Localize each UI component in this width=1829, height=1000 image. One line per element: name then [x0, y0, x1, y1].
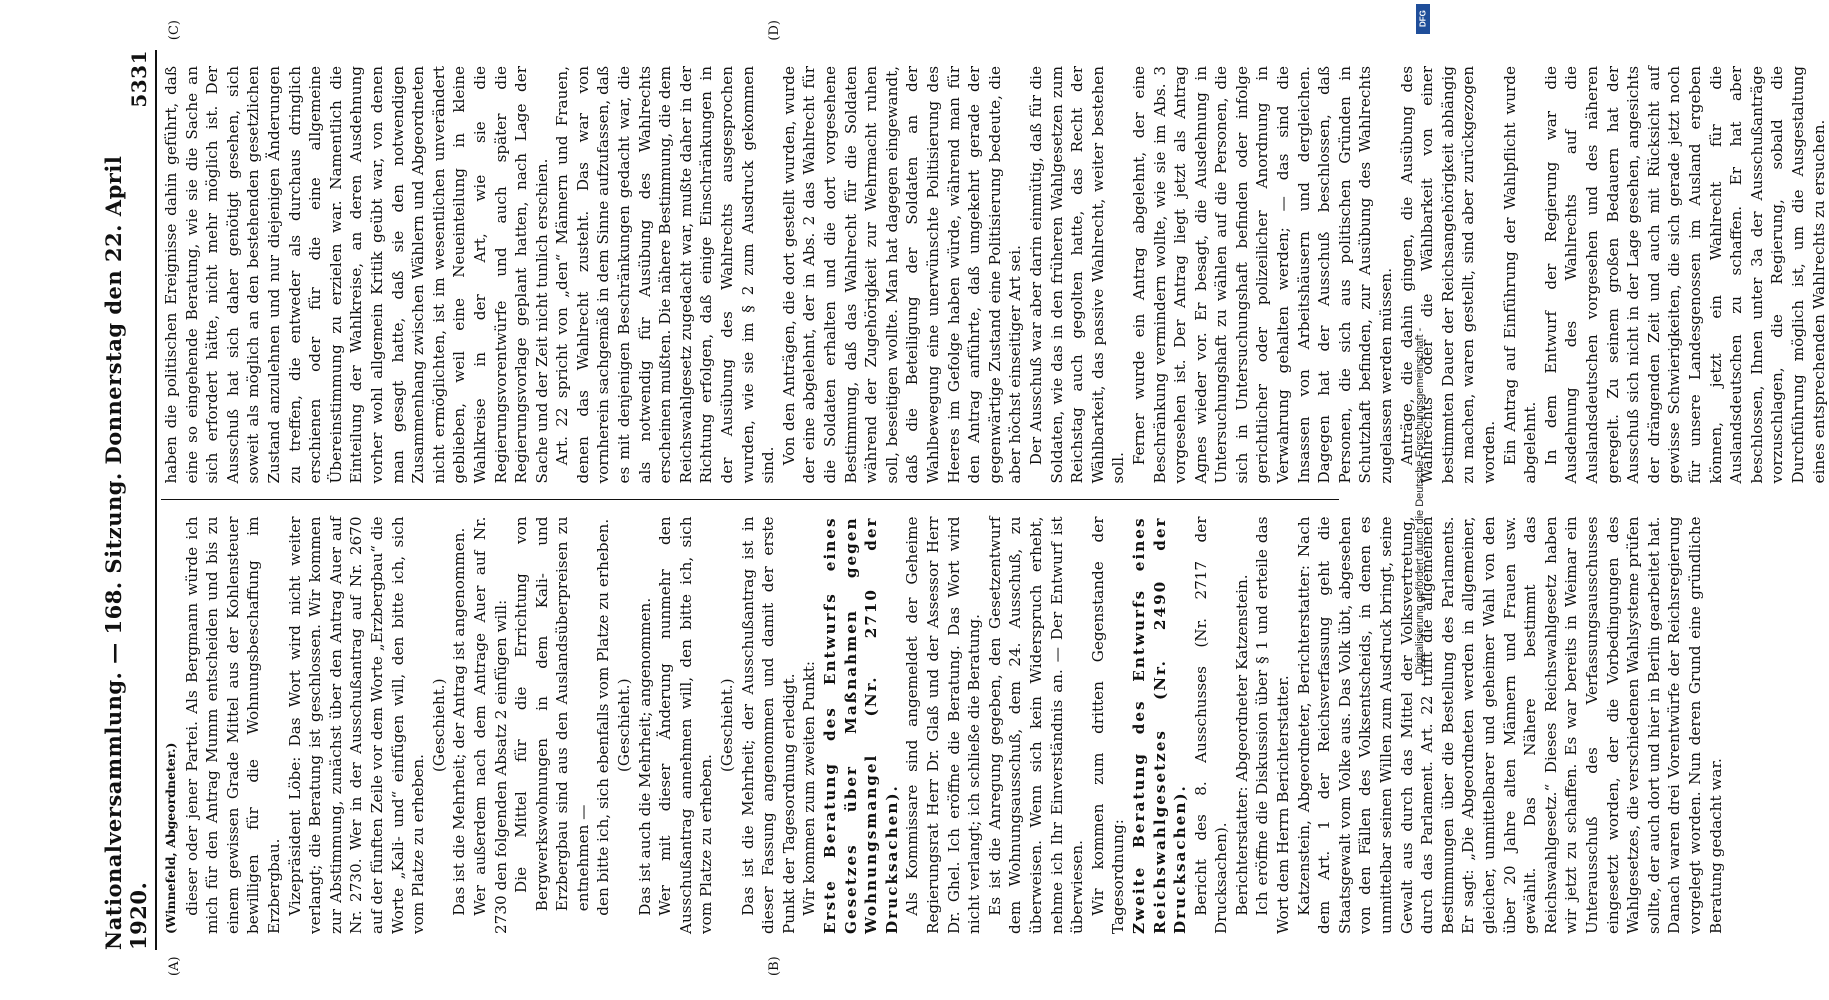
- paragraph: Katzenstein, Abgeordneter, Berichterstatter: Nach dem Art. 1 der Reichsverfassung geht die Staatsgewalt vom Volke aus. Das Volk übt, abgesehen von den Fällen des Volksentscheids, in denen es unmittelbar seinen Willen zum Ausdruck bringt, seine Gewalt aus durch das Mittel der Volksvertretung, durch das Parlament. Art. 22 trifft die allgemeinen Bestimmungen über die Bestellung des Parlaments. Er sagt: „Die Abgeordneten werden in allgemeiner, gleicher, unmittelbarer und geheimer Wahl von den über 20 Jahre alten Männern und Frauen usw. gewählt. Das Nähere bestimmt das Reichswahlgesetz.“ Dieses Reichswahlgesetz haben wir jetzt zu schaffen. Es war bereits in Weimar ein Unterausschuß des Verfassungsausschusses eingesetzt worden, der die Vorbedingungen des Wahlgesetzes, die verschiedenen Wahlsysteme prüfen sollte, der auch dort und hier in Berlin gearbeitet hat. Danach waren drei Vorentwürfe der Reichsregierung vorgelegt worden. Nun deren Grund eine gründliche Beratung gedacht war.: [1294, 516, 1725, 934]
- paragraph: Von den Anträgen, die dort gestellt wurden, wurde der eine abgelehnt, der in Abs. 2 das Wahlrecht für die Soldaten erhalten und die dort vorgesehene Bestimmung, daß das Wahlrecht für die Soldaten während der Zugehörigkeit zur Wehrmacht ruhen soll, beseitigen wollte. Man hat dagegen eingewandt, daß die Beteiligung der Soldaten an der Wahlbewegung eine unerwünschte Politisierung des Heeres im Gefolge haben würde, während man für den Antrag anführte, daß umgekehrt gerade der gegenwärtige Zustand eine Politisierung bedeute, die aber höchst einseitiger Art sei.: [779, 66, 1025, 484]
- paragraph: Ein Antrag auf Einführung der Wahlpflicht wurde abgelehnt.: [1500, 66, 1540, 484]
- dfg-logo: DFG: [1416, 4, 1430, 34]
- paragraph: Das ist die Mehrheit; der Ausschußantrag ist in dieser Fassung angenommen und damit der erste Punkt der Tagesordnung erledigt.: [738, 516, 798, 934]
- paragraph: Als Kommissare sind angemeldet der Geheime Regierungsrat Herr Dr. Glaß und der Assessor Herr Dr. Ghel. Ich eröffne die Beratung. Das Wort wird nicht verlangt; ich schließe die Beratung.: [903, 516, 984, 934]
- paragraph: den bitte ich, sich ebenfalls vom Platze zu erheben.: [594, 518, 613, 916]
- paragraph: Wer außerdem nach dem Antrage Auer auf Nr. 2730 den folgenden Absatz 2 einfügen will:: [470, 516, 510, 934]
- speaker-note: (Winnefeld, Abgeordneter.): [163, 742, 178, 934]
- paragraph: Der Ausschuß war aber darin einmütig, daß für die Soldaten, wie das in den früheren Wahlgesetzen zum Reichstag auch gegolten hatte, das Recht der Wählbarkeit, das passive Wahlrecht, weiter bestehen soll.: [1026, 66, 1128, 484]
- paragraph: Vizepräsident Löbe: Das Wort wird nicht weiter verlangt; die Beratung ist geschlossen. Wir kommen zur Abstimmung, zunächst über den Antrag Auer auf Nr. 2730. Wer in der Ausschußantrag auf Nr. 2670 auf der fünften Zeile vor dem Worte „Erzbergbau“ die Worte „Kali- und“ einfügen will, den bitte ich, sich vom Platze zu erheben.: [285, 516, 428, 934]
- stage-direction: (Geschieht.): [429, 678, 448, 773]
- paragraph: Das ist die Mehrheit; der Antrag ist angenommen.: [450, 527, 469, 916]
- margin-mark-b: (B): [767, 956, 782, 976]
- quoted-motion: Die Mittel für die Errichtung von Bergwerkswohnungen in dem Kali- und Erzbergbau sind aus den Auslandsüberpreisen zu entnehmen —: [512, 516, 592, 912]
- margin-mark-a: (A): [167, 956, 182, 976]
- paragraph: Wer mit dieser Änderung nunmehr den Ausschußantrag annehmen will, den bitte ich, sich vom Platze zu erheben.: [656, 516, 716, 934]
- paragraph: Berichterstatter: Abgeordneter Katzenstein.: [1232, 574, 1251, 916]
- right-column: [161, 50, 1828, 500]
- paragraph: Wir kommen zum zweiten Punkt:: [800, 660, 819, 916]
- paragraph: Es ist die Anregung gegeben, den Gesetzentwurf dem Wohnungsausschuß, dem 24. Ausschuß, zu überweisen. Wenn sich kein Widerspruch erhebt, nehme ich Ihr Einverständnis an. — Der Entwurf ist überwiesen.: [985, 516, 1087, 934]
- agenda-heading: Erste Beratung des Entwurfs eines Gesetzes über Maßnahmen gegen Wohnungsmangel (Nr. 2710 der Drucksachen).: [821, 516, 901, 934]
- paragraph: haben die politischen Ereignisse dahin geführt, daß eine so eingehende Beratung, wie sie die Sache an sich erfordert hätte, nicht mehr möglich ist. Der Ausschuß hat sich daher genötigt gesehen, sich soweit als möglich an den bestehenden gesetzlichen Zustand anzulehnen und nur diejenigen Änderungen zu treffen, die entweder als durchaus dringlich erschienen oder für die eine allgemeine Übereinstimmung zu erzielen war. Namentlich die Einteilung der Wahlkreise, an deren Ausdehnung vorher wohl allgemein Kritik geübt war, von denen man gesagt hatte, daß sie den notwendigen Zusammenhang zwischen Wählern und Abgeordneten nicht ermöglichten, ist im wesentlichen unverändert geblieben, weil eine Neueinteilung in kleine Wahlkreise in der Art, wie sie die Regierungsvorentwürfe und auch später die Regierungsvorlage geplant hatten, nach Lage der Sache und der Zeit nicht tunlich erschien.: [162, 66, 551, 484]
- paragraph: In dem Entwurf der Regierung war die Ausdehnung des Wahlrechts auf die Auslandsdeutschen vorgesehen und des näheren geregelt. Zu seinem großen Bedauern hat der Ausschuß sich nicht in der Lage gesehen, angesichts der drängenden Zeit und auch mit Rücksicht auf gewisse Schwierigkeiten, die sich gerade jetzt noch für unsere Landesgenossen im Ausland ergeben können, jetzt ein Wahlrecht für die Auslandsdeutschen zu schaffen. Er hat aber beschlossen, Ihnen unter 3a der Ausschußanträge vorzuschlagen, die Regierung, sobald die Durchführung möglich ist, um die Ausgestaltung eines entsprechenden Wahlrechts zu ersuchen.: [1541, 66, 1828, 484]
- paragraph: Ferner wurde ein Antrag abgelehnt, der eine Beschränkung vermindern wollte, wie sie im Abs. 3 vorgesehen ist. Der Antrag liegt jetzt als Antrag Agnes wieder vor. Er besagt, die Ausdehnung in Untersuchungshaft zu wählen auf die Personen, die sich in Untersuchungshaft befinden oder infolge gerichtlicher oder polizeilicher Anordnung in Verwahrung gehalten werden; — das sind die Insassen von Arbeitshäusern und dergleichen. Dagegen hat der Ausschuß beschlossen, daß Personen, die sich aus politischen Gründen in Schutzhaft befinden, zur Ausübung des Wahlrechts zugelassen werden müssen.: [1129, 66, 1396, 484]
- credit-text: Digitalisierung gefördert durch die Deutsche Forschungsgemeinschaft -: [1414, 327, 1426, 675]
- stage-direction: (Geschieht.): [718, 678, 737, 773]
- margin-mark-d: (D): [767, 20, 782, 41]
- paragraph: Bericht des 8. Ausschusses (Nr. 2717 der Drucksachen).: [1191, 516, 1231, 934]
- header-title: Nationalversammlung. — 168. Sitzung. Donnerstag den 22. April 1920.: [101, 155, 151, 950]
- paragraph: Das ist auch die Mehrheit; angenommen.: [635, 597, 654, 916]
- margin-mark-c: (C): [167, 20, 182, 41]
- stage-direction: (Geschieht.): [615, 678, 634, 773]
- page-number: 5331: [127, 50, 151, 108]
- digitization-credit: [1408, 6, 1432, 996]
- paragraph: Wir kommen zum dritten Gegenstande der Tagesordnung:: [1088, 516, 1128, 934]
- page-header: [101, 50, 157, 950]
- paragraph: dieser oder jener Partei. Als Bergmann würde ich mich für den Antrag Mumm entscheiden und bis zu einem gewissen Grade Mittel aus der Kohlensteuer bewilligen für die Wohnungsbeschaffung im Erzbergbau.: [182, 516, 283, 934]
- agenda-heading: Zweite Beratung des Entwurfs eines Reichswahlgesetzes (Nr. 2490 der Drucksachen).: [1129, 516, 1190, 934]
- paragraph: Art. 22 spricht von „den“ Männern und Frauen, denen das Wahlrecht zusteht. Das war von vornherein sachgemäß in dem Sinne aufzufassen, daß es mit denjenigen Beschränkungen gedacht war, die als notwendig für Ausübung des Wahlrechts erscheinen mußten. Die nähere Bestimmung, die dem Reichswahlgesetz zugedacht war, mußte daher in der Richtung erfolgen, daß einige Einschränkungen in der Ausübung des Wahlrechts ausgesprochen wurden, wie sie im § 2 zum Ausdruck gekommen sind.: [553, 66, 778, 484]
- paragraph: Anträge, die dahin gingen, die Ausübung des Wahlrechts oder die Wählbarkeit von einer bestimmten Dauer der Reichsangehörigkeit abhängig zu machen, waren gestellt, sind aber zurückgezogen worden.: [1397, 66, 1498, 484]
- paragraph: Ich eröffne die Diskussion über § 1 und erteile das Wort dem Herrn Berichterstatter.: [1253, 516, 1293, 934]
